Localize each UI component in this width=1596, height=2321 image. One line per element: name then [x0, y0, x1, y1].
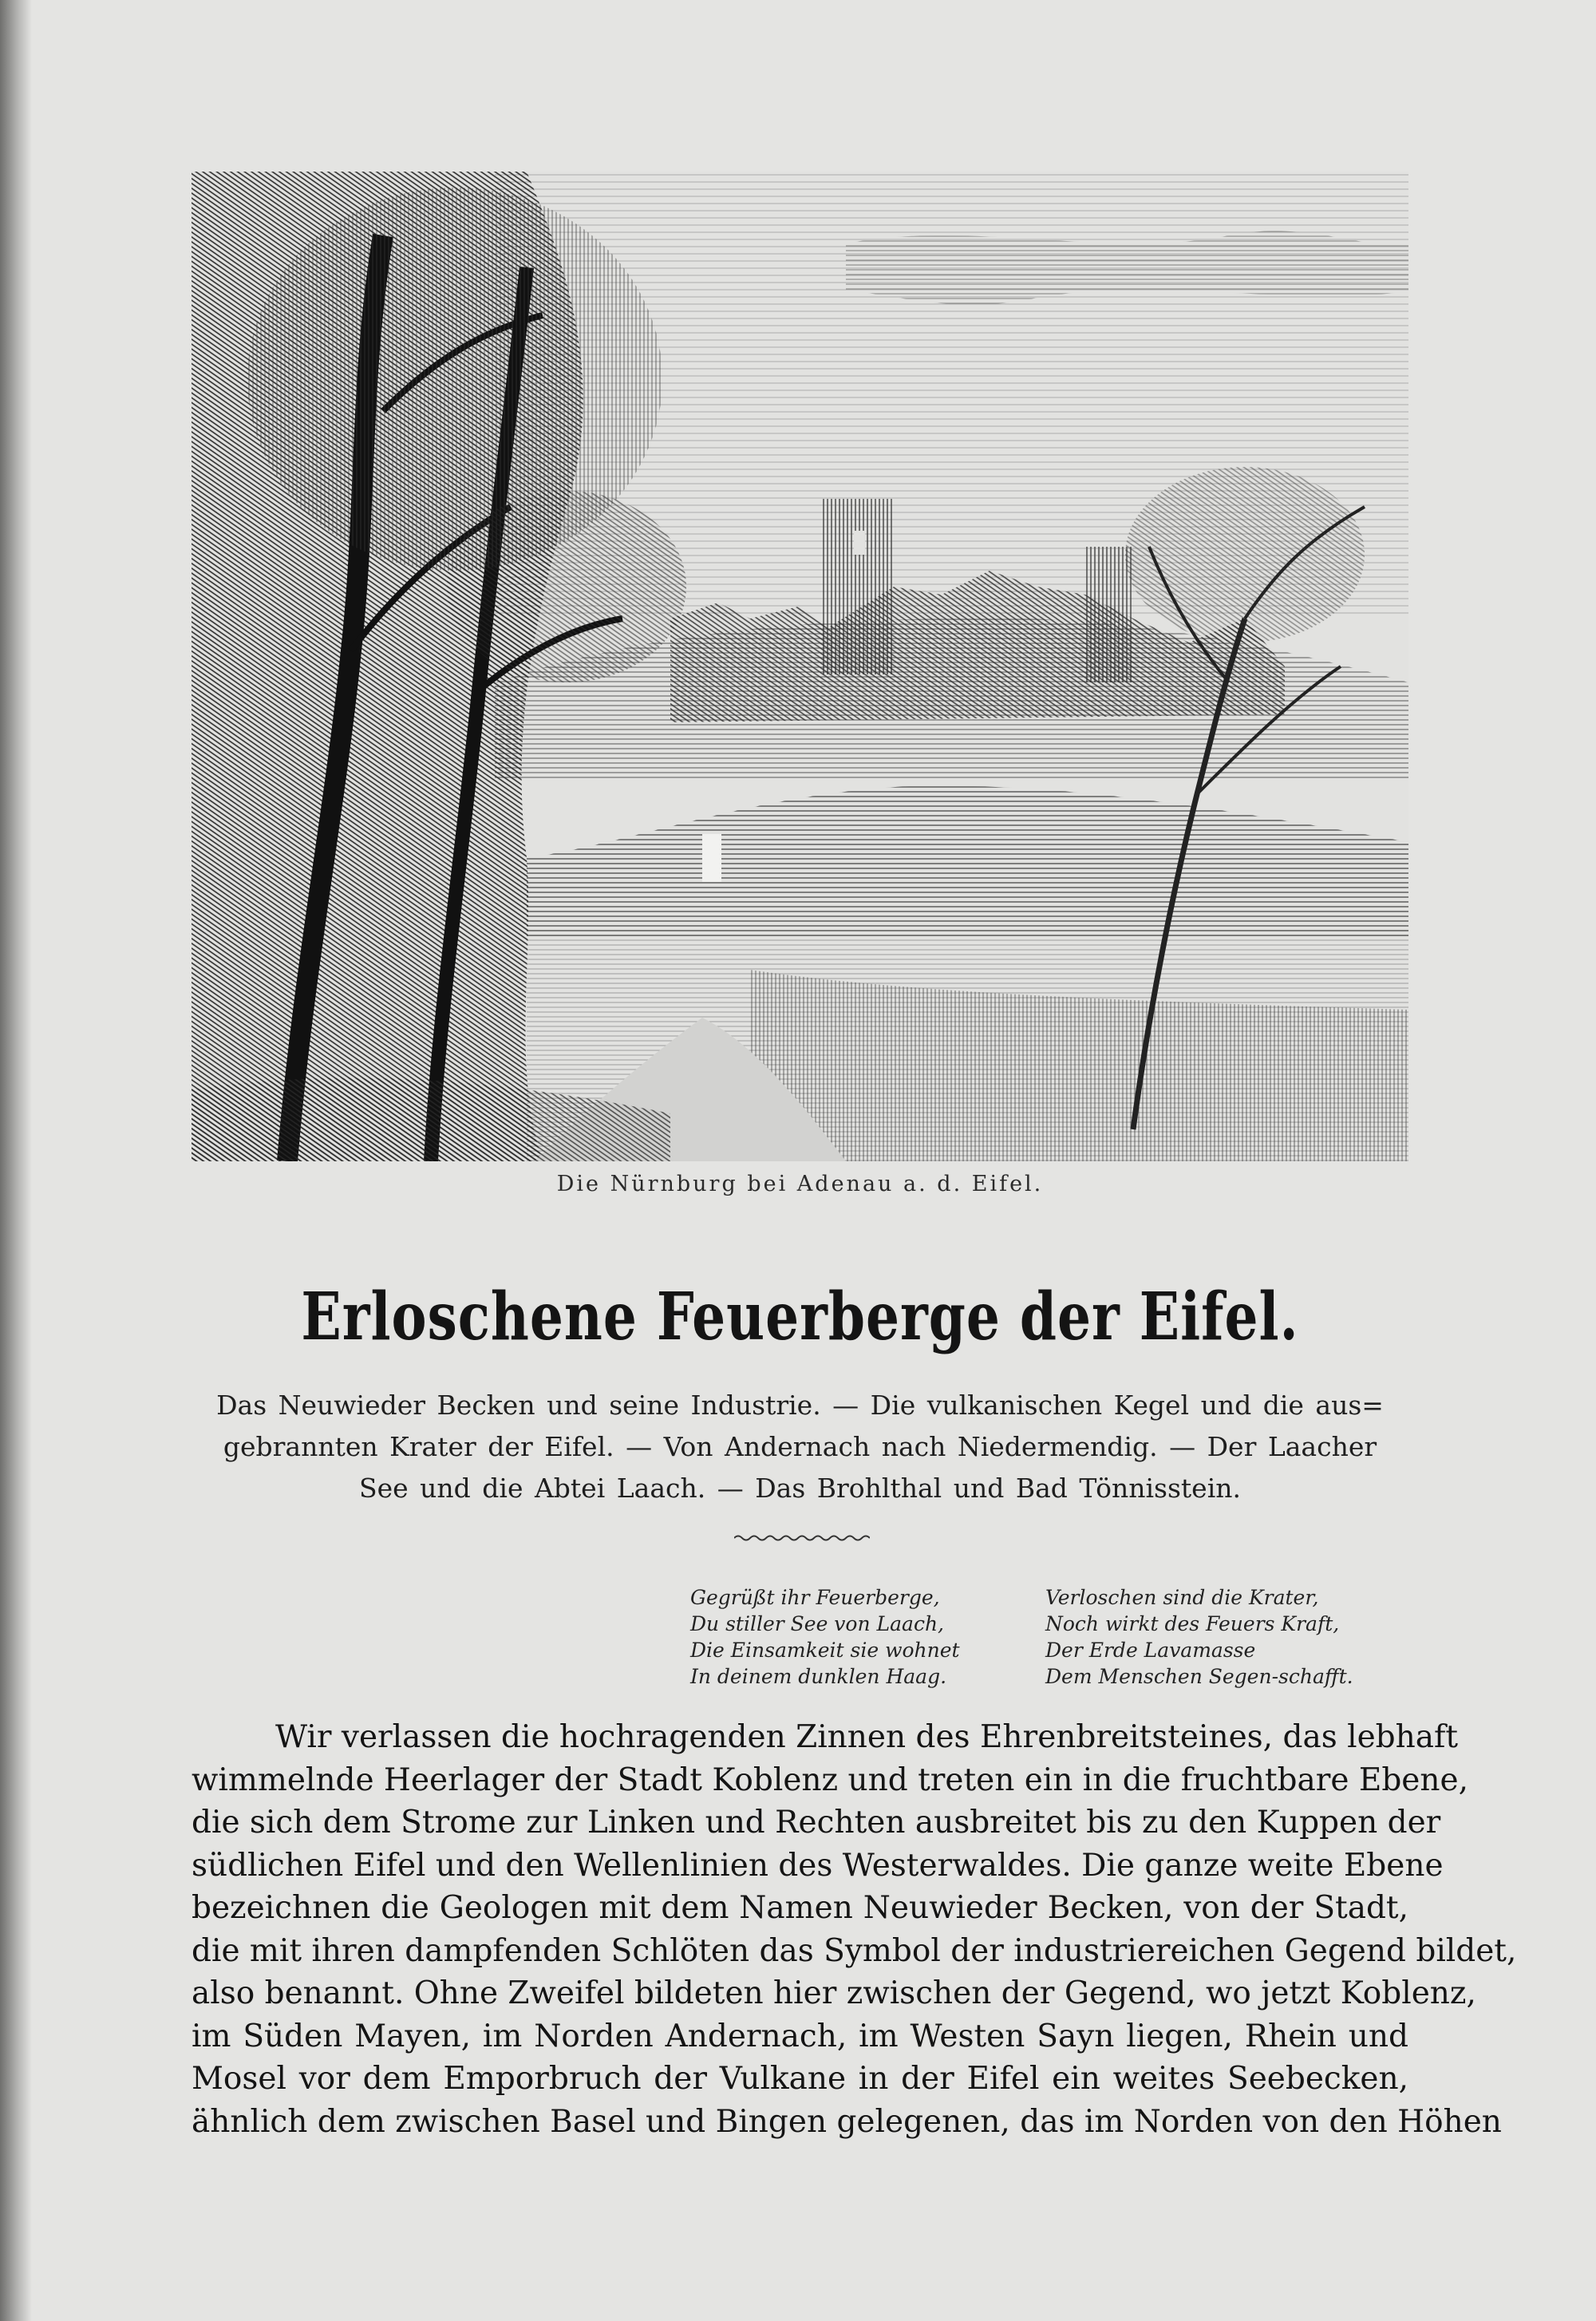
- body-line: wimmelnde Heerlager der Stadt Koblenz und treten ein in die fruchtbare Ebene,: [192, 1762, 1468, 1798]
- poem-line: Dem Menschen Segen-schafft.: [1045, 1665, 1353, 1688]
- summary-line: Das Neuwieder Becken und seine Industrie. — Die vulkanischen Kegel und die aus=: [216, 1390, 1384, 1421]
- chapter-title: Erloschene Feuerberge der Eifel.: [301, 1277, 1299, 1355]
- poem-line: Gegrüßt ihr Feuerberge,: [690, 1586, 940, 1609]
- summary-line: gebrannten Krater der Eifel. — Von Andernach nach Niedermendig. — Der Laacher: [223, 1431, 1377, 1462]
- body-paragraph: [192, 1716, 1517, 2143]
- illustration-caption: Die Nürnburg bei Adenau a. d. Eifel.: [556, 1172, 1044, 1196]
- chapter-summary: [192, 1385, 1408, 1509]
- nuernburg-engraving: [192, 172, 1408, 1161]
- book-gutter-shadow: [0, 0, 32, 2321]
- body-line: südlichen Eifel und den Wellenlinien des Westerwaldes. Die ganze weite Ebene: [192, 1847, 1444, 1884]
- epigraph-poem-left: [690, 1584, 960, 1690]
- body-line: also benannt. Ohne Zweifel bildeten hier zwischen der Gegend, wo jetzt Koblenz,: [192, 1975, 1476, 2011]
- body-line: die mit ihren dampfenden Schlöten das Symbol der industriereichen Gegend bildet,: [192, 1932, 1517, 1969]
- ornamental-divider: [734, 1532, 870, 1544]
- body-line: Wir verlassen die hochragenden Zinnen des Ehrenbreitsteines, das lebhaft: [275, 1719, 1459, 1755]
- body-line: Mosel vor dem Emporbruch der Vulkane in der Eifel ein weites Seebecken,: [192, 2061, 1408, 2097]
- body-line: die sich dem Strome zur Linken und Rechten ausbreitet bis zu den Kuppen der: [192, 1805, 1441, 1841]
- body-line: ähnlich dem zwischen Basel und Bingen gelegenen, das im Norden von den Höhen: [192, 2103, 1502, 2140]
- body-line: im Süden Mayen, im Norden Andernach, im Westen Sayn liegen, Rhein und: [192, 2018, 1408, 2054]
- poem-line: In deinem dunklen Haag.: [690, 1665, 947, 1688]
- engraving-illustration: [192, 172, 1408, 1161]
- poem-line: Die Einsamkeit sie wohnet: [690, 1639, 960, 1662]
- epigraph-poem-right: [1045, 1584, 1353, 1690]
- poem-line: Der Erde Lavamasse: [1045, 1639, 1256, 1662]
- poem-line: Noch wirkt des Feuers Kraft,: [1045, 1612, 1340, 1635]
- summary-line: See und die Abtei Laach. — Das Brohlthal und Bad Tönnisstein.: [358, 1473, 1241, 1504]
- body-line: bezeichnen die Geologen mit dem Namen Neuwieder Becken, von der Stadt,: [192, 1890, 1408, 1926]
- poem-line: Du stiller See von Laach,: [690, 1612, 944, 1635]
- poem-line: Verloschen sind die Krater,: [1045, 1586, 1319, 1609]
